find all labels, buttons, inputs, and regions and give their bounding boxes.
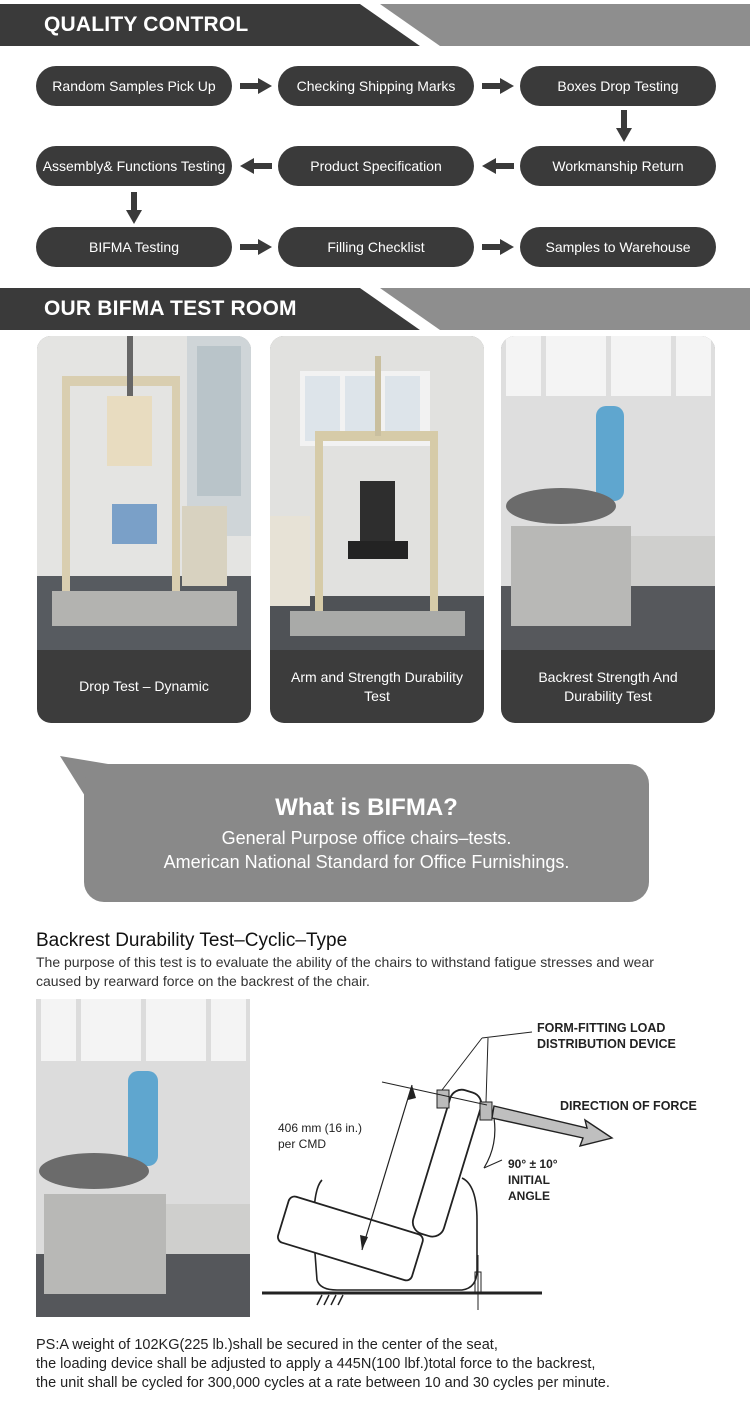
- ps-line-1: PS:A weight of 102KG(225 lb.)shall be secured in the center of the seat,: [36, 1337, 498, 1353]
- bifma-definition-1: General Purpose office chairs–tests.: [221, 828, 512, 848]
- arrow-down-icon: [126, 192, 142, 224]
- test-card-backrest: [501, 336, 715, 723]
- test-room-title: OUR BIFMA TEST ROOM: [44, 297, 297, 320]
- load-device-label-2: DISTRIBUTION DEVICE: [537, 1037, 676, 1051]
- flow-step-warehouse: Samples to Warehouse: [520, 227, 716, 267]
- quality-control-title: QUALITY CONTROL: [44, 13, 249, 36]
- dimension-label-2: per CMD: [278, 1137, 327, 1151]
- flow-step-random-samples: Random Samples Pick Up: [36, 66, 232, 106]
- direction-label: DIRECTION OF FORCE: [560, 1099, 697, 1113]
- flow-step-checklist: Filling Checklist: [278, 227, 474, 267]
- angle-label-1: 90° ± 10°: [508, 1157, 558, 1171]
- what-is-bifma-bubble: [84, 764, 649, 902]
- backrest-rig-photo: [36, 999, 250, 1317]
- drop-test-photo: [37, 336, 251, 650]
- backrest-test-diagram: [262, 1010, 722, 1320]
- flow-step-product-spec: Product Specification: [278, 146, 474, 186]
- backrest-test-caption: Backrest Strength And Durability Test: [538, 668, 678, 704]
- drop-test-caption: Drop Test – Dynamic: [79, 678, 209, 694]
- dimension-label-1: 406 mm (16 in.): [278, 1121, 363, 1135]
- backrest-test-photo: [501, 336, 715, 650]
- test-card-arm: [270, 336, 484, 723]
- quality-control-banner: [0, 4, 750, 46]
- backrest-test-description: The purpose of this test is to evaluate the ability of the chairs to withstand fatigue stresses and wear caused by rearward force on the backrest of the chair.: [36, 954, 654, 989]
- load-device-label-1: FORM-FITTING LOAD: [537, 1021, 666, 1035]
- flow-step-bifma: BIFMA Testing: [36, 227, 232, 267]
- ps-line-3: the unit shall be cycled for 300,000 cycles at a rate between 10 and 30 cycles per minute.: [36, 1375, 610, 1391]
- ps-notes: [36, 1336, 726, 1393]
- flow-step-assembly: Assembly& Functions Testing: [36, 146, 232, 186]
- backrest-test-title: Backrest Durability Test–Cyclic–Type: [36, 930, 348, 951]
- flow-step-workmanship: Workmanship Return: [520, 146, 716, 186]
- ps-line-2: the loading device shall be adjusted to apply a 445N(100 lbf.)total force to the backrest,: [36, 1356, 596, 1372]
- angle-label-2: INITIAL: [508, 1173, 550, 1187]
- bifma-definition-2: American National Standard for Office Furnishings.: [163, 852, 570, 872]
- angle-label-3: ANGLE: [508, 1189, 550, 1203]
- flow-step-shipping-marks: Checking Shipping Marks: [278, 66, 474, 106]
- arrow-left-icon: [240, 158, 272, 174]
- test-card-drop: [37, 336, 251, 723]
- arrow-down-icon: [616, 110, 632, 142]
- arrow-right-icon: [240, 78, 272, 94]
- arm-test-caption: Arm and Strength Durability Test: [291, 668, 463, 704]
- flow-step-boxes-drop: Boxes Drop Testing: [520, 66, 716, 106]
- arrow-right-icon: [482, 239, 514, 255]
- arrow-right-icon: [240, 239, 272, 255]
- arrow-right-icon: [482, 78, 514, 94]
- test-room-banner: [0, 288, 750, 330]
- arrow-left-icon: [482, 158, 514, 174]
- arm-test-photo: [270, 336, 484, 650]
- bifma-question: What is BIFMA?: [275, 794, 458, 821]
